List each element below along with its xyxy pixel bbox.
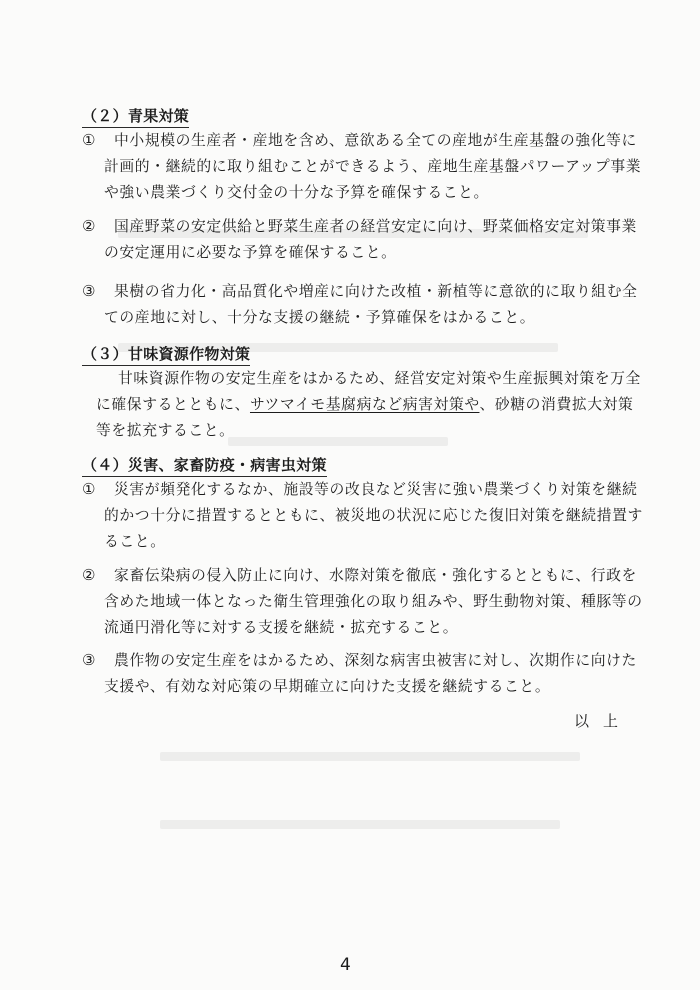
list-item (82, 279, 638, 331)
paragraph-text: に確保するとともに、 (96, 396, 250, 413)
list-item (82, 477, 643, 555)
item-line: ての産地に対し、十分な支援の継続・予算確保をはかること。 (104, 309, 536, 326)
item-line: 中小規模の生産者・産地を含め、意欲ある全ての産地が生産基盤の強化等に (114, 132, 637, 149)
section-heading-vegetables-fruit: （２）青果対策 (82, 106, 189, 128)
paragraph-text: 、砂糖の消費拡大対策 (479, 396, 634, 413)
item-line: ること。 (104, 533, 166, 550)
item-line: 含めた地域一体となった衛生管理強化の取り組みや、野生動物対策、種豚等の (104, 593, 643, 610)
item-number: ② (82, 567, 96, 584)
page-number: 4 (340, 955, 351, 975)
list-item (82, 214, 637, 266)
list-item (82, 648, 637, 700)
item-line: 的かつ十分に措置するとともに、被災地の状況に応じた復旧対策を継続措置す (104, 507, 643, 524)
paragraph-line (96, 392, 634, 418)
item-line: 流通円滑化等に対する支援を継続・拡充すること。 (104, 619, 459, 636)
section-heading-sweetener-crops: （３）甘味資源作物対策 (82, 344, 250, 366)
item-number: ② (82, 218, 96, 235)
show-through-mark (160, 752, 580, 761)
item-line: や強い農業づくり交付金の十分な予算を確保すること。 (104, 184, 489, 201)
item-number: ① (82, 481, 96, 498)
closing-mark: 以上 (574, 712, 633, 730)
item-line: 果樹の省力化・高品質化や増産に向けた改植・新植等に意欲的に取り組む全 (114, 283, 638, 300)
item-line: 災害が頻発化するなか、施設等の改良など災害に強い農業づくり対策を継続 (114, 481, 638, 498)
item-line: 計画的・継続的に取り組むことができるよう、産地生産基盤パワーアップ事業 (104, 158, 642, 175)
list-item (82, 563, 643, 641)
underlined-text: サツマイモ基腐病など病害対策や (249, 396, 480, 413)
item-line: の安定運用に必要な予算を確保すること。 (104, 244, 397, 261)
paragraph-line: 等を拡充すること。 (96, 422, 235, 439)
show-through-mark (160, 820, 560, 829)
item-line: 国産野菜の安定供給と野菜生産者の経営安定に向け、野菜価格安定対策事業 (114, 218, 637, 235)
item-line: 家畜伝染病の侵入防止に向け、水際対策を徹底・強化するとともに、行政を (114, 567, 637, 584)
section-heading-disaster-disease: （４）災害、家畜防疫・病害虫対策 (82, 455, 327, 477)
item-line: 農作物の安定生産をはかるため、深刻な病害虫被害に対し、次期作に向けた (114, 652, 637, 669)
section-paragraph (96, 366, 641, 444)
item-line: 支援や、有効な対応策の早期確立に向けた支援を継続すること。 (104, 678, 551, 695)
item-number: ③ (82, 283, 96, 300)
paragraph-line: 甘味資源作物の安定生産をはかるため、経営安定対策や生産振興対策を万全 (118, 370, 641, 387)
item-number: ③ (82, 652, 96, 669)
item-number: ① (82, 132, 96, 149)
list-item (82, 128, 642, 206)
